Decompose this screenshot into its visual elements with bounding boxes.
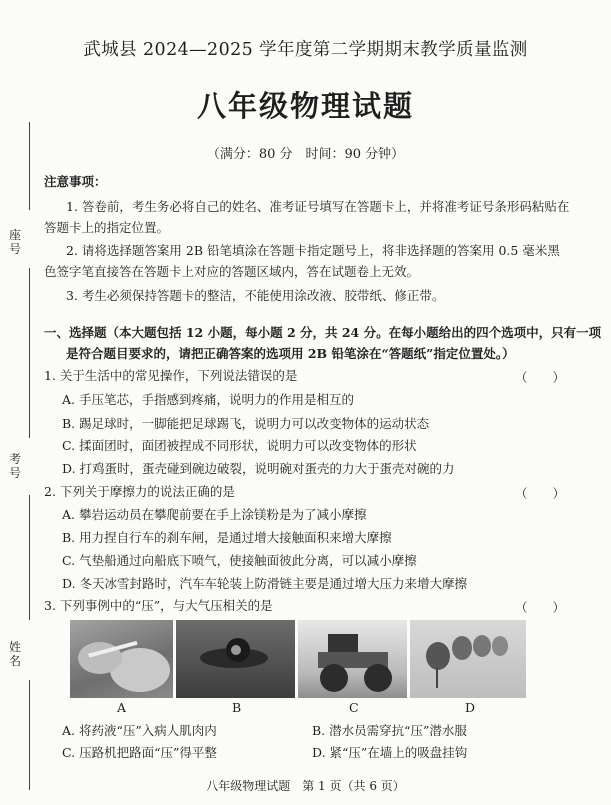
q2-stem: 2. 下列关于摩擦力的说法正确的是 [44, 484, 235, 499]
q2-option-d: D. 冬天冰雪封路时，汽车车轮装上防滑链主要是通过增大压力来增大摩擦 [62, 576, 468, 591]
q3-image-label-c: C [349, 700, 359, 715]
section1-line-2: 是符合题目要求的，请把正确答案的选项用 2B 铅笔涂在“答题纸”指定位置处。） [66, 346, 515, 361]
q3-option-a: A. 将药液“压”入病人肌肉内 [62, 723, 217, 738]
q1-stem: 1. 关于生活中的常见操作，下列说法错误的是 [44, 368, 298, 383]
q2-option-b: B. 用力捏自行车的刹车闸，是通过增大接触面积来增大摩擦 [62, 530, 392, 545]
score-time: （满分：80 分 时间：90 分钟） [206, 147, 405, 162]
q1-option-c: C. 揉面团时，面团被捏成不同形状，说明力可以改变物体的形状 [62, 438, 417, 453]
q2-answer-paren: （ ） [514, 486, 565, 501]
q2-option-a: A. 攀岩运动员在攀爬前要在手上涂镁粉是为了减小摩擦 [62, 507, 367, 522]
q3-image-b-diver [176, 620, 295, 698]
q3-stem: 3. 下列事例中的“压”，与大气压相关的是 [44, 598, 273, 613]
diver-photo [176, 620, 295, 698]
q1-option-b: B. 踢足球时，一脚能把足球踢飞，说明力可以改变物体的运动状态 [62, 416, 430, 431]
exam-no-label: 考号 [8, 452, 21, 480]
binding-line-mid1 [29, 268, 30, 438]
notice-line-5: 3. 考生必须保持答题卡的整洁，不能使用涂改液、胶带纸、修正带。 [66, 288, 445, 303]
q3-image-label-b: B [232, 700, 242, 715]
q1-option-a: A. 手压笔芯，手指感到疼痛，说明力的作用是相互的 [62, 392, 354, 407]
seat-label: 座号 [8, 228, 21, 256]
notice-line-1: 1. 答卷前，考生务必将自己的姓名、准考证号填写在答题卡上，并将准考证号条形码粘贴在 [66, 199, 570, 214]
binding-line-bottom [29, 680, 30, 790]
section1-line-1: 一、选择题（本大题包括 12 小题，每小题 2 分，共 24 分。在每小题给出的四个选项中，只有一项 [44, 325, 602, 340]
q1-option-d: D. 打鸡蛋时，蛋壳碰到碗边破裂，说明碗对蛋壳的力大于蛋壳对碗的力 [62, 461, 455, 476]
exam-title: 武城县 2024—2025 学年度第二学期期末教学质量监测 [83, 40, 528, 60]
q3-image-a-injection [70, 620, 173, 698]
page-footer: 八年级物理试题 第 1 页（共 6 页） [206, 779, 405, 793]
q3-image-label-d: D [465, 700, 476, 715]
notice-line-2: 答题卡上的指定位置。 [44, 220, 170, 235]
q3-answer-paren: （ ） [514, 600, 565, 615]
q3-image-label-a: A [117, 700, 127, 715]
q3-option-b: B. 潜水员需穿抗“压”潜水服 [312, 723, 467, 738]
q3-option-d: D. 紧“压”在墙上的吸盘挂钩 [312, 745, 468, 760]
injection-photo [70, 620, 173, 698]
q1-answer-paren: （ ） [514, 370, 565, 385]
notice-heading: 注意事项： [44, 174, 107, 189]
binding-line-top [29, 122, 30, 210]
q3-image-d-suction-hooks [410, 620, 526, 698]
name-label: 姓名 [8, 640, 21, 668]
q2-option-c: C. 气垫船通过向船底下喷气，使接触面彼此分离，可以减小摩擦 [62, 553, 417, 568]
notice-line-3: 2. 请将选择题答案用 2B 铅笔填涂在答题卡指定题号上，将非选择题的答案用 0.5 毫米黑 [66, 243, 560, 258]
binding-line-mid2 [29, 495, 30, 620]
road-roller-photo [298, 620, 407, 698]
q3-option-c: C. 压路机把路面“压”得平整 [62, 745, 217, 760]
suction-hook-photo [410, 620, 526, 698]
notice-line-4: 色签字笔直接答在答题卡上对应的答题区域内，答在试题卷上无效。 [44, 264, 420, 279]
paper-title: 八年级物理试题 [196, 89, 414, 123]
q3-image-c-road-roller [298, 620, 407, 698]
